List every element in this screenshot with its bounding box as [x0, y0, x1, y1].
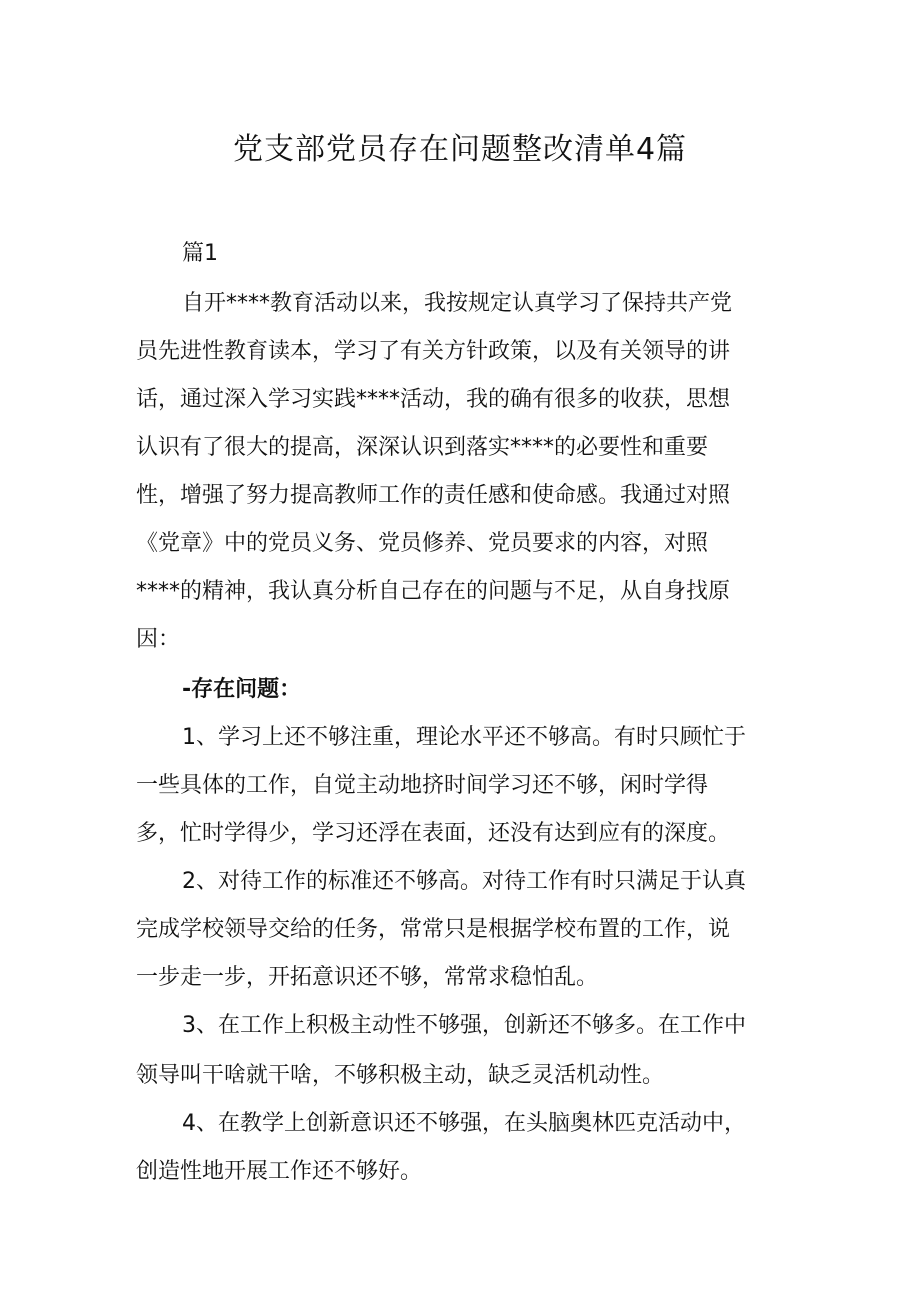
- document-title: 党支部党员存在问题整改清单4篇: [232, 132, 688, 167]
- intro-paragraph-line: ****的精神，我认真分析自己存在的问题与不足，从自身找原: [136, 579, 731, 604]
- problem-item-line: 一步走一步，开拓意识还不够，常常求稳怕乱。: [136, 965, 599, 990]
- problem-item-line: 创造性地开展工作还不够好。: [136, 1159, 423, 1184]
- intro-paragraph-line: 自开****教育活动以来，我按规定认真学习了保持共产党: [182, 291, 733, 316]
- problem-item-line: 3、在工作上积极主动性不够强，创新还不够多。在工作中: [182, 1013, 746, 1038]
- intro-paragraph-line: 《党章》中的党员义务、党员修养、党员要求的内容，对照: [136, 531, 709, 556]
- intro-paragraph-line: 话，通过深入学习实践****活动，我的确有很多的收获，思想: [136, 387, 731, 412]
- problem-item-line: 多，忙时学得少，学习还浮在表面，还没有达到应有的深度。: [136, 821, 731, 846]
- intro-paragraph-line: 认识有了很大的提高，深深认识到落实****的必要性和重要: [136, 435, 709, 460]
- problem-item-line: 1、学习上还不够注重，理论水平还不够高。有时只顾忙于: [182, 725, 746, 750]
- intro-paragraph-line: 因：: [136, 627, 181, 652]
- intro-paragraph-line: 性，增强了努力提高教师工作的责任感和使命感。我通过对照: [136, 483, 731, 508]
- intro-paragraph-line: 员先进性教育读本，学习了有关方针政策，以及有关领导的讲: [136, 339, 731, 364]
- problem-item-line: 领导叫干啥就干啥，不够积极主动，缺乏灵活机动性。: [136, 1063, 665, 1088]
- problems-heading: -存在问题：: [182, 677, 302, 702]
- problem-item-line: 完成学校领导交给的任务，常常只是根据学校布置的工作，说: [136, 917, 731, 942]
- section-label: 篇1: [182, 241, 218, 266]
- problem-item-line: 一些具体的工作，自觉主动地挤时间学习还不够，闲时学得: [136, 773, 709, 798]
- problem-item-line: 4、在教学上创新意识还不够强，在头脑奥林匹克活动中，: [182, 1111, 746, 1136]
- problem-item-line: 2、对待工作的标准还不够高。对待工作有时只满足于认真: [182, 869, 746, 894]
